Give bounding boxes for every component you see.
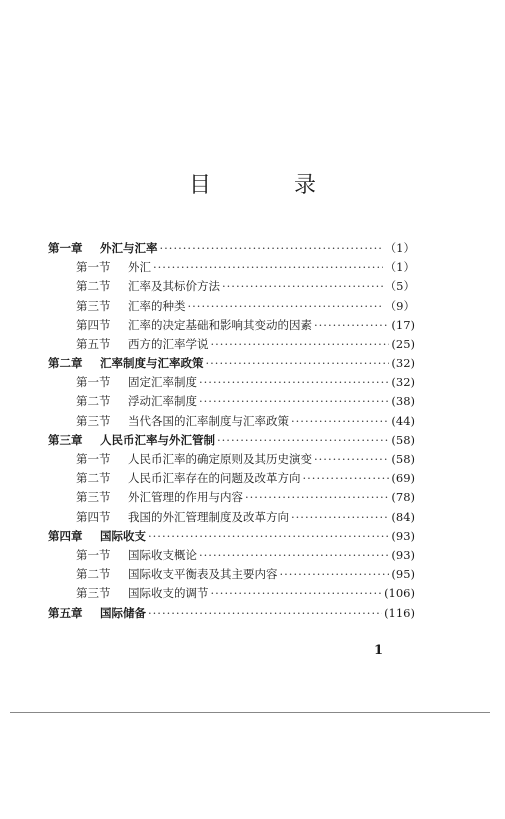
toc-entry-title: 我国的外汇管理制度及改革方向 — [128, 509, 289, 524]
toc-entry-page: (116) — [384, 605, 415, 620]
toc-section-entry — [48, 488, 415, 507]
toc-entry-page: (44) — [391, 413, 415, 428]
toc-entry-label: 第一节 — [76, 375, 111, 390]
toc-entry-page: (84) — [391, 509, 415, 524]
toc-entry-label: 第二节 — [76, 394, 111, 409]
toc-entry-title: 国际收支 — [100, 528, 146, 543]
toc-entry-page: (93) — [391, 528, 415, 543]
toc-section-entry — [48, 316, 415, 335]
toc-leader-dots — [245, 488, 389, 507]
toc-entry-title: 国际收支平衡表及其主要内容 — [128, 567, 278, 582]
toc-section-entry — [48, 277, 415, 296]
toc-entry-title: 当代各国的汇率制度与汇率政策 — [128, 413, 289, 428]
toc-entry-page: （9） — [384, 298, 415, 313]
toc-section-entry — [48, 258, 415, 277]
toc-leader-dots — [153, 258, 383, 277]
toc-entry-label: 第一章 — [48, 240, 83, 255]
toc-entry-title: 人民币汇率与外汇管制 — [100, 432, 215, 447]
toc-section-entry — [48, 584, 415, 603]
bottom-rule — [10, 712, 490, 713]
toc-entry-title: 人民币汇率的确定原则及其历史演变 — [128, 452, 312, 467]
page-number: 1 — [374, 643, 384, 658]
toc-entry-page: (69) — [391, 471, 415, 486]
toc-leader-dots — [206, 354, 390, 373]
toc-entry-page: (93) — [391, 547, 415, 562]
toc-entry-page: （1） — [384, 260, 415, 275]
toc-entry-label: 第三节 — [76, 490, 111, 505]
toc-leader-dots — [199, 546, 389, 565]
toc-leader-dots — [314, 450, 389, 469]
toc-entry-title: 汇率制度与汇率政策 — [100, 356, 204, 371]
toc-section-entry — [48, 508, 415, 527]
toc-entry-page: (95) — [391, 567, 415, 582]
toc-leader-dots — [217, 431, 389, 450]
toc-entry-title: 汇率的决定基础和影响其变动的因素 — [128, 317, 312, 332]
toc-entry-label: 第一节 — [76, 547, 111, 562]
toc-section-entry — [48, 393, 415, 412]
toc-entry-page: (17) — [391, 317, 415, 332]
toc-entry-label: 第四章 — [48, 528, 83, 543]
toc-entry-label: 第二节 — [76, 567, 111, 582]
toc-leader-dots — [211, 584, 383, 603]
toc-entry-title: 国际储备 — [100, 605, 146, 620]
toc-entry-title: 人民币汇率存在的问题及改革方向 — [128, 471, 301, 486]
toc-entry-title: 浮动汇率制度 — [128, 394, 197, 409]
toc-chapter-entry — [48, 431, 415, 450]
toc-entry-title: 固定汇率制度 — [128, 375, 197, 390]
toc-entry-label: 第四节 — [76, 509, 111, 524]
toc-entry-page: (58) — [391, 432, 415, 447]
toc-leader-dots — [291, 412, 389, 431]
toc-leader-dots — [199, 373, 389, 392]
toc-section-entry — [48, 373, 415, 392]
toc-entry-label: 第三节 — [76, 413, 111, 428]
toc-entry-label: 第三章 — [48, 432, 83, 447]
toc-entry-page: (106) — [384, 586, 415, 601]
toc-entry-label: 第一节 — [76, 452, 111, 467]
toc-entry-label: 第二章 — [48, 356, 83, 371]
toc-entry-label: 第二节 — [76, 471, 111, 486]
toc-section-entry — [48, 297, 415, 316]
toc-chapter-entry — [48, 239, 415, 258]
toc-entry-title: 汇率的种类 — [128, 298, 186, 313]
toc-entry-label: 第五节 — [76, 336, 111, 351]
table-of-contents — [48, 239, 415, 623]
toc-section-entry — [48, 412, 415, 431]
toc-section-entry — [48, 450, 415, 469]
toc-entry-label: 第一节 — [76, 260, 111, 275]
toc-entry-label: 第三节 — [76, 298, 111, 313]
toc-entry-title: 外汇管理的作用与内容 — [128, 490, 243, 505]
toc-section-entry — [48, 565, 415, 584]
page-title: 目 录 — [189, 173, 354, 198]
toc-entry-label: 第二节 — [76, 279, 111, 294]
toc-entry-page: (38) — [391, 394, 415, 409]
toc-section-entry — [48, 469, 415, 488]
toc-leader-dots — [160, 239, 383, 258]
toc-entry-title: 外汇 — [128, 260, 151, 275]
toc-entry-page: (58) — [391, 452, 415, 467]
toc-leader-dots — [280, 565, 390, 584]
toc-entry-label: 第五章 — [48, 605, 83, 620]
toc-leader-dots — [148, 527, 389, 546]
toc-leader-dots — [211, 335, 390, 354]
toc-leader-dots — [222, 277, 383, 296]
toc-section-entry — [48, 335, 415, 354]
toc-chapter-entry — [48, 604, 415, 623]
toc-entry-title: 国际收支的调节 — [128, 586, 209, 601]
toc-entry-page: （1） — [384, 240, 415, 255]
toc-leader-dots — [148, 604, 382, 623]
toc-leader-dots — [291, 508, 389, 527]
toc-entry-title: 外汇与汇率 — [100, 240, 158, 255]
toc-entry-page: (32) — [391, 356, 415, 371]
toc-leader-dots — [314, 316, 389, 335]
toc-entry-page: (78) — [391, 490, 415, 505]
toc-leader-dots — [303, 469, 390, 488]
toc-entry-title: 西方的汇率学说 — [128, 336, 209, 351]
toc-entry-label: 第四节 — [76, 317, 111, 332]
toc-entry-label: 第三节 — [76, 586, 111, 601]
toc-entry-page: （5） — [384, 279, 415, 294]
toc-section-entry — [48, 546, 415, 565]
toc-leader-dots — [188, 297, 383, 316]
toc-entry-title: 国际收支概论 — [128, 547, 197, 562]
toc-entry-page: (25) — [391, 336, 415, 351]
toc-leader-dots — [199, 392, 389, 411]
toc-entry-page: (32) — [391, 375, 415, 390]
toc-chapter-entry — [48, 354, 415, 373]
toc-entry-title: 汇率及其标价方法 — [128, 279, 220, 294]
toc-chapter-entry — [48, 527, 415, 546]
